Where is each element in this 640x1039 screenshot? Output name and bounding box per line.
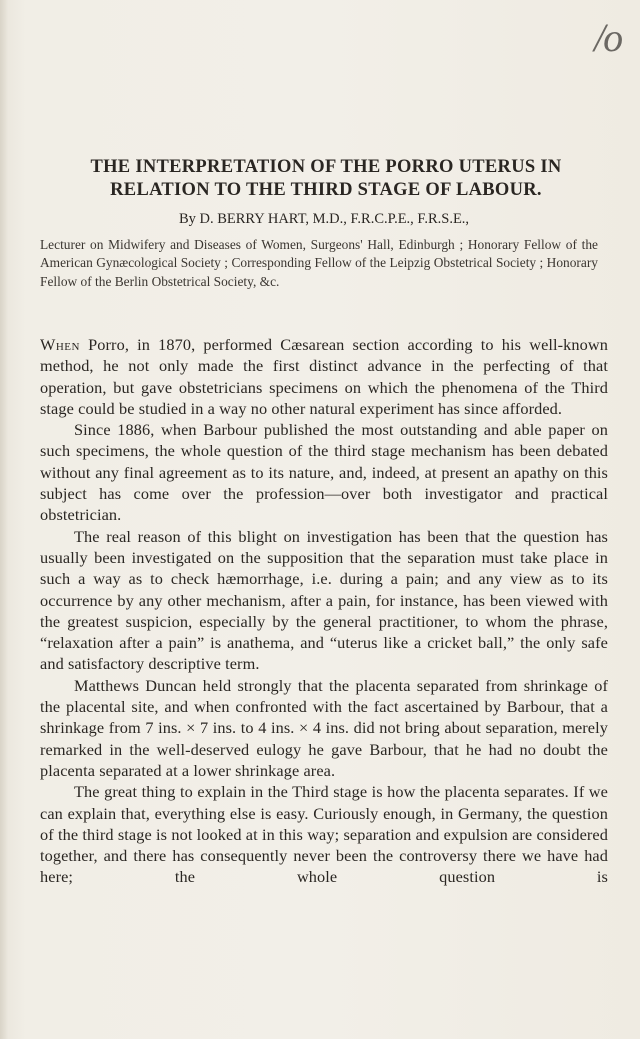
article-body: [40, 334, 608, 888]
author-byline: By D. BERRY HART, M.D., F.R.C.P.E., F.R.S.E.,: [178, 211, 470, 227]
handwritten-page-number: /o: [594, 15, 622, 60]
page-edge-shadow: [0, 0, 8, 1039]
body-paragraph: Since 1886, when Barbour published the most outstanding and able paper on such specimens, the whole question of the third stage mechanism has been debated without any final agreement as to its nature, and, indeed, at present an apathy on this subject has come over the profession—over both investigator and practical obstetrician.: [40, 420, 608, 525]
paragraph-lead-word: When: [40, 335, 80, 354]
paragraph-text: Porro, in 1870, performed Cæsarean section according to his well-known method, he not only made the first distinct advance in the perfecting of that operation, but gave obstetricians specimens on which the phenomena of the Third stage could be studied in a way no other natural experiment has since afforded.: [40, 335, 608, 418]
article-title: THE INTERPRETATION OF THE PORRO UTERUS IN RELATION TO THE THIRD STAGE OF LABOUR.: [90, 157, 562, 200]
body-paragraph: [40, 334, 608, 419]
body-paragraph: The great thing to explain in the Third stage is how the placenta separates. If we can explain that, everything else is easy. Curiously enough, in Germany, the question of the third stage is not looked at in this way; separation and expulsion are considered together, and there has consequently never been the controversy there we have had here; the whole question is: [40, 782, 608, 887]
author-affiliation: Lecturer on Midwifery and Diseases of Women, Surgeons' Hall, Edinburgh ; Honorary Fellow of the American Gynæcological Society ; Corresponding Fellow of the Leipzig Obstetrical Society ; Honorary Fellow of the Berlin Obstetrical Society, &c.: [40, 237, 598, 289]
body-paragraph: Matthews Duncan held strongly that the placenta separated from shrinkage of the placental site, and when confronted with the fact ascertained by Barbour, that a shrinkage from 7 ins. × 7 ins. to 4 ins. × 4 ins. did not bring about separation, merely remarked in the well-deserved eulogy he gave Barbour, that he had no doubt the placenta separated at a lower shrinkage area.: [40, 675, 608, 780]
body-paragraph: The real reason of this blight on investigation has been that the question has usually been investigated on the supposition that the separation must take place in such a way as to check hæmorrhage, i.e. during a pain; and any view as to its occurrence by any other mechanism, after a pain, for instance, has been viewed with the greatest suspicion, especially by the general practitioner, to whom the phrase, “relaxation after a pain” is anathema, and “uterus like a cricket ball,” the only safe and satisfactory descriptive term.: [40, 526, 608, 674]
